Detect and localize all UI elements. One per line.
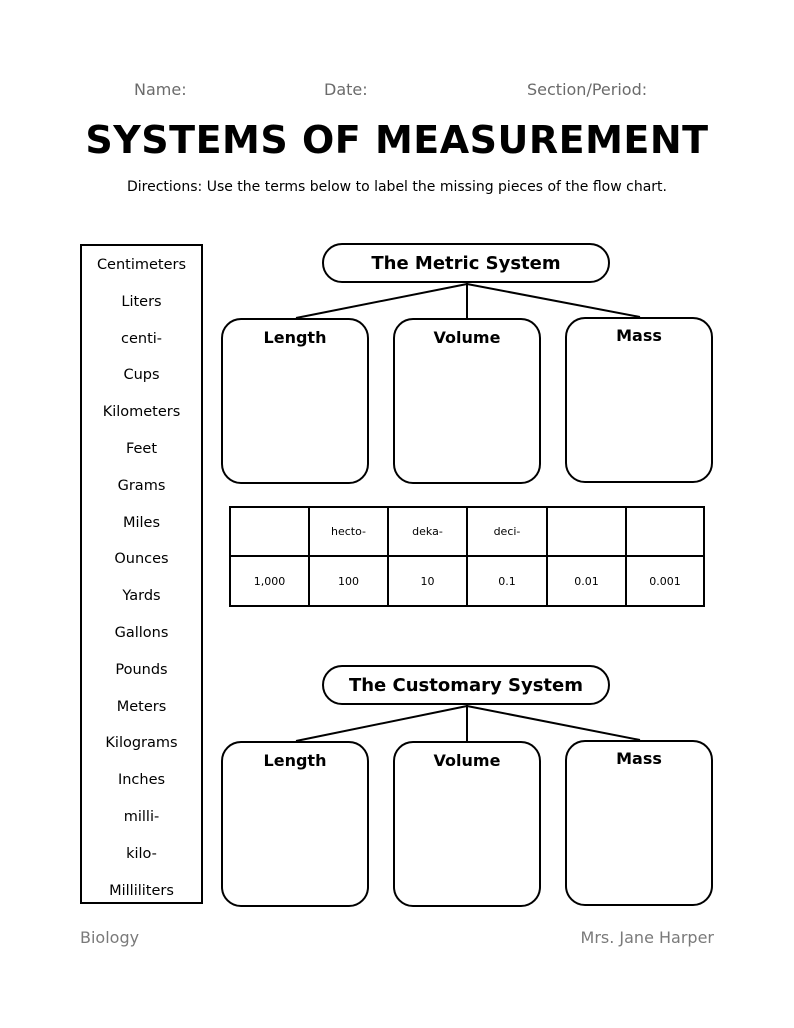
page-title: SYSTEMS OF MEASUREMENT [85,118,709,162]
metric-system-title: The Metric System [322,243,610,283]
prefix-cell: hecto- [330,525,366,538]
prefix-cell[interactable] [231,508,308,555]
prefix-cell: deka- [412,525,443,538]
metric-mass-label: Mass [616,326,662,345]
factor-cell: 0.001 [649,574,681,588]
date-label: Date: [324,80,368,99]
factor-cell: 100 [338,574,359,588]
customary-mass-label: Mass [616,749,662,768]
word-bank-item: Grams [117,477,166,494]
word-bank-item: Milliliters [109,882,174,899]
word-bank-item: Meters [116,698,167,715]
factor-cell: 0.01 [574,574,599,588]
word-bank-item: milli- [123,809,160,825]
word-bank-item: Feet [125,441,158,457]
customary-volume-box[interactable] [393,741,541,907]
customary-connector-mass [467,706,640,740]
word-bank [80,244,203,904]
word-bank-item: Pounds [115,661,168,678]
section-period-label: Section/Period: [527,80,648,99]
name-label: Name: [134,80,187,99]
metric-connector-mass [467,284,640,317]
customary-length-box[interactable] [221,741,369,907]
prefix-cell[interactable] [627,508,703,555]
footer-teacher: Mrs. Jane Harper [580,928,714,947]
metric-length-box[interactable] [221,318,369,484]
factor-cell: 0.1 [498,574,516,588]
factor-cell: 1,000 [253,574,286,588]
metric-connector-length [296,284,467,318]
word-bank-item: Kilometers [102,404,181,421]
customary-length-label: Length [263,751,327,770]
word-bank-item: centi- [120,330,163,347]
word-bank-item: Ounces [114,551,169,568]
word-bank-item: Centimeters [96,257,187,273]
prefix-cell[interactable] [548,508,625,555]
word-bank-item: Gallons [114,625,169,641]
metric-volume-box[interactable] [393,318,541,484]
factor-cell: 10 [420,574,435,588]
word-bank-item: Yards [122,588,161,605]
customary-volume-label: Volume [433,751,501,770]
metric-volume-label: Volume [433,328,501,347]
word-bank-item: Cups [123,367,160,384]
word-bank-item: Kilograms [105,735,178,752]
customary-system-title: The Customary System [322,665,610,705]
metric-length-label: Length [263,328,327,347]
prefix-cell: deci- [493,525,521,538]
footer-course: Biology [80,928,140,947]
customary-connector-length [296,706,467,741]
customary-mass-box[interactable] [565,740,713,906]
word-bank-item: Liters [121,293,162,310]
word-bank-item: Inches [117,772,166,789]
directions-text: Directions: Use the terms below to label the missing pieces of the flow chart. [127,179,667,195]
word-bank-item: Miles [122,514,161,531]
word-bank-item: kilo- [126,845,157,862]
metric-prefix-table [229,506,705,607]
metric-mass-box[interactable] [565,317,713,483]
